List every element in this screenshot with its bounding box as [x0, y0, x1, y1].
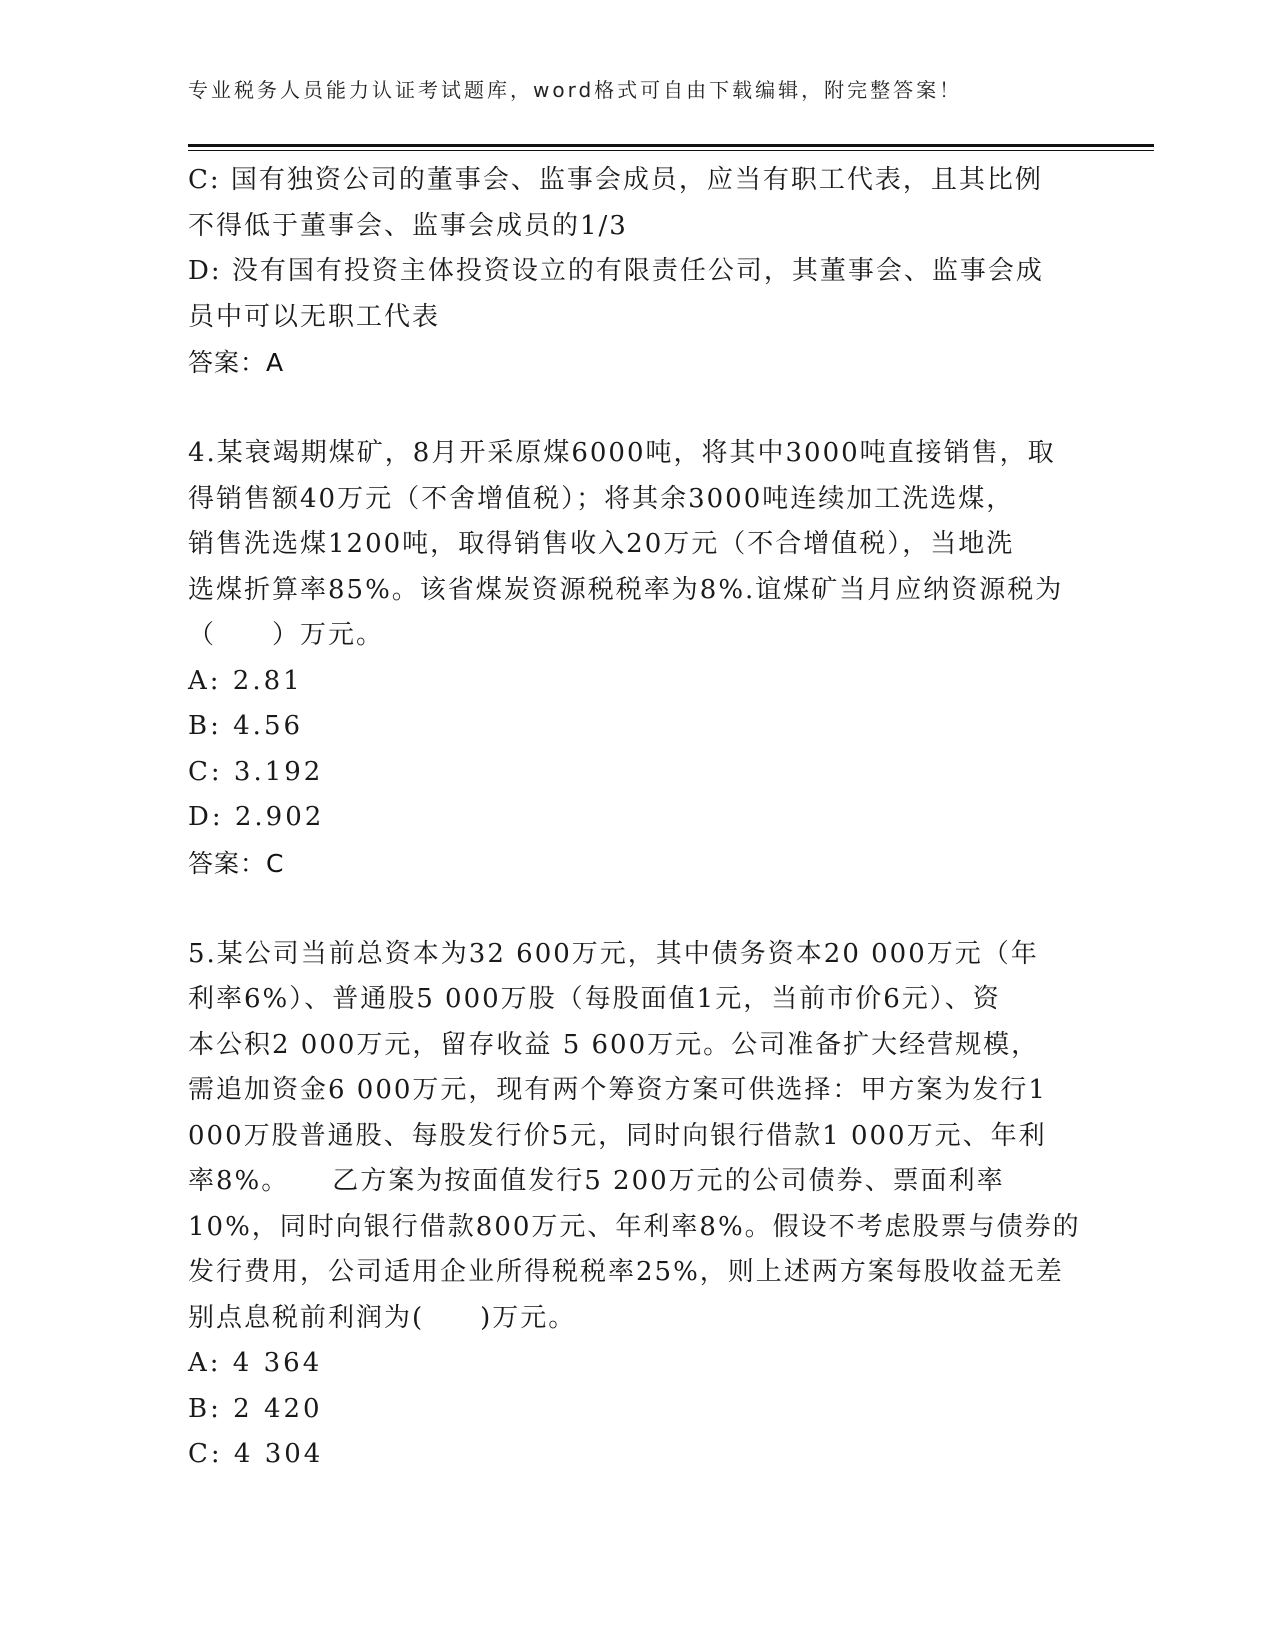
question-3-tail: [188, 158, 1088, 386]
question-4-option-a: A: 2.81: [188, 665, 303, 696]
question-5-stem-line: 利率6%）、普通股5 000万股（每股面值1元，当前市价6元）、资: [188, 984, 1001, 1014]
document-body: [188, 158, 1088, 1478]
question-5-option-c: C: 4 304: [188, 1439, 324, 1469]
question-5-stem-line: 率8%。 乙方案为按面值发行5 200万元的公司债券、票面利率: [188, 1166, 1005, 1196]
header-rule-thin: [188, 150, 1154, 151]
question-4-stem-line: （ ）万元。: [188, 620, 385, 650]
spacer: [188, 386, 1088, 432]
question-5-stem-line: 本公积2 000万元，留存收益 5 600万元。公司准备扩大经营规模，: [188, 1029, 1040, 1060]
question-5-option-b: B: 2 420: [188, 1393, 323, 1424]
question-4-option-c: C: 3.192: [188, 756, 324, 787]
question-5-option-a: A: 4 364: [188, 1348, 323, 1378]
question-3-option-d-line-2: 员中可以无职工代表: [188, 301, 441, 332]
header-rule-thick: [188, 144, 1154, 147]
question-4-option-b: B: 4.56: [188, 711, 304, 741]
question-5-stem-line: 5.某公司当前总资本为32 600万元，其中债务资本20 000万元（年: [188, 938, 1039, 969]
question-3-option-d-line-1: D: 没有国有投资主体投资设立的有限责任公司，其董事会、监事会成: [188, 256, 1044, 286]
spacer: [188, 886, 1088, 932]
question-3-answer: 答案：A: [188, 348, 285, 377]
question-5: [188, 932, 1088, 1478]
question-4-stem-line: 得销售额40万元（不舍增值税）；将其余3000吨连续加工洗选煤，: [188, 483, 1015, 514]
question-5-stem-line: 别点息税前利润为( )万元。: [188, 1302, 577, 1333]
question-5-stem-line: 需追加资金6 000万元，现有两个筹资方案可供选择：甲方案为发行1: [188, 1075, 1047, 1105]
question-4-stem-line: 选煤折算率85%。该省煤炭资源税税率为8%.谊煤矿当月应纳资源税为: [188, 574, 1064, 605]
question-4: [188, 431, 1088, 886]
question-4-stem-line: 销售洗选煤1200吨，取得销售收入20万元（不合增值税），当地洗: [188, 529, 1015, 559]
question-4-answer: 答案：C: [188, 848, 285, 878]
question-5-stem-line: 000万股普通股、每股发行价5元，同时向银行借款1 000万元、年利: [188, 1120, 1047, 1151]
question-4-stem-line: 4.某衰竭期煤矿，8月开采原煤6000吨，将其中3000吨直接销售，取: [188, 438, 1056, 468]
question-5-stem-line: 发行费用，公司适用企业所得税税率25%，则上述两方案每股收益无差: [188, 1257, 1064, 1287]
question-5-stem-line: 10%，同时向银行借款800万元、年利率8%。假设不考虑股票与债券的: [188, 1211, 1081, 1242]
question-3-option-c-line-2: 不得低于董事会、监事会成员的1/3: [188, 210, 628, 241]
page-header: 专业税务人员能力认证考试题库，word格式可自由下载编辑，附完整答案！: [188, 78, 963, 102]
question-3-option-c-line-1: C: 国有独资公司的董事会、监事会成员，应当有职工代表，且其比例: [188, 165, 1043, 195]
question-4-option-d: D: 2.902: [188, 802, 325, 832]
